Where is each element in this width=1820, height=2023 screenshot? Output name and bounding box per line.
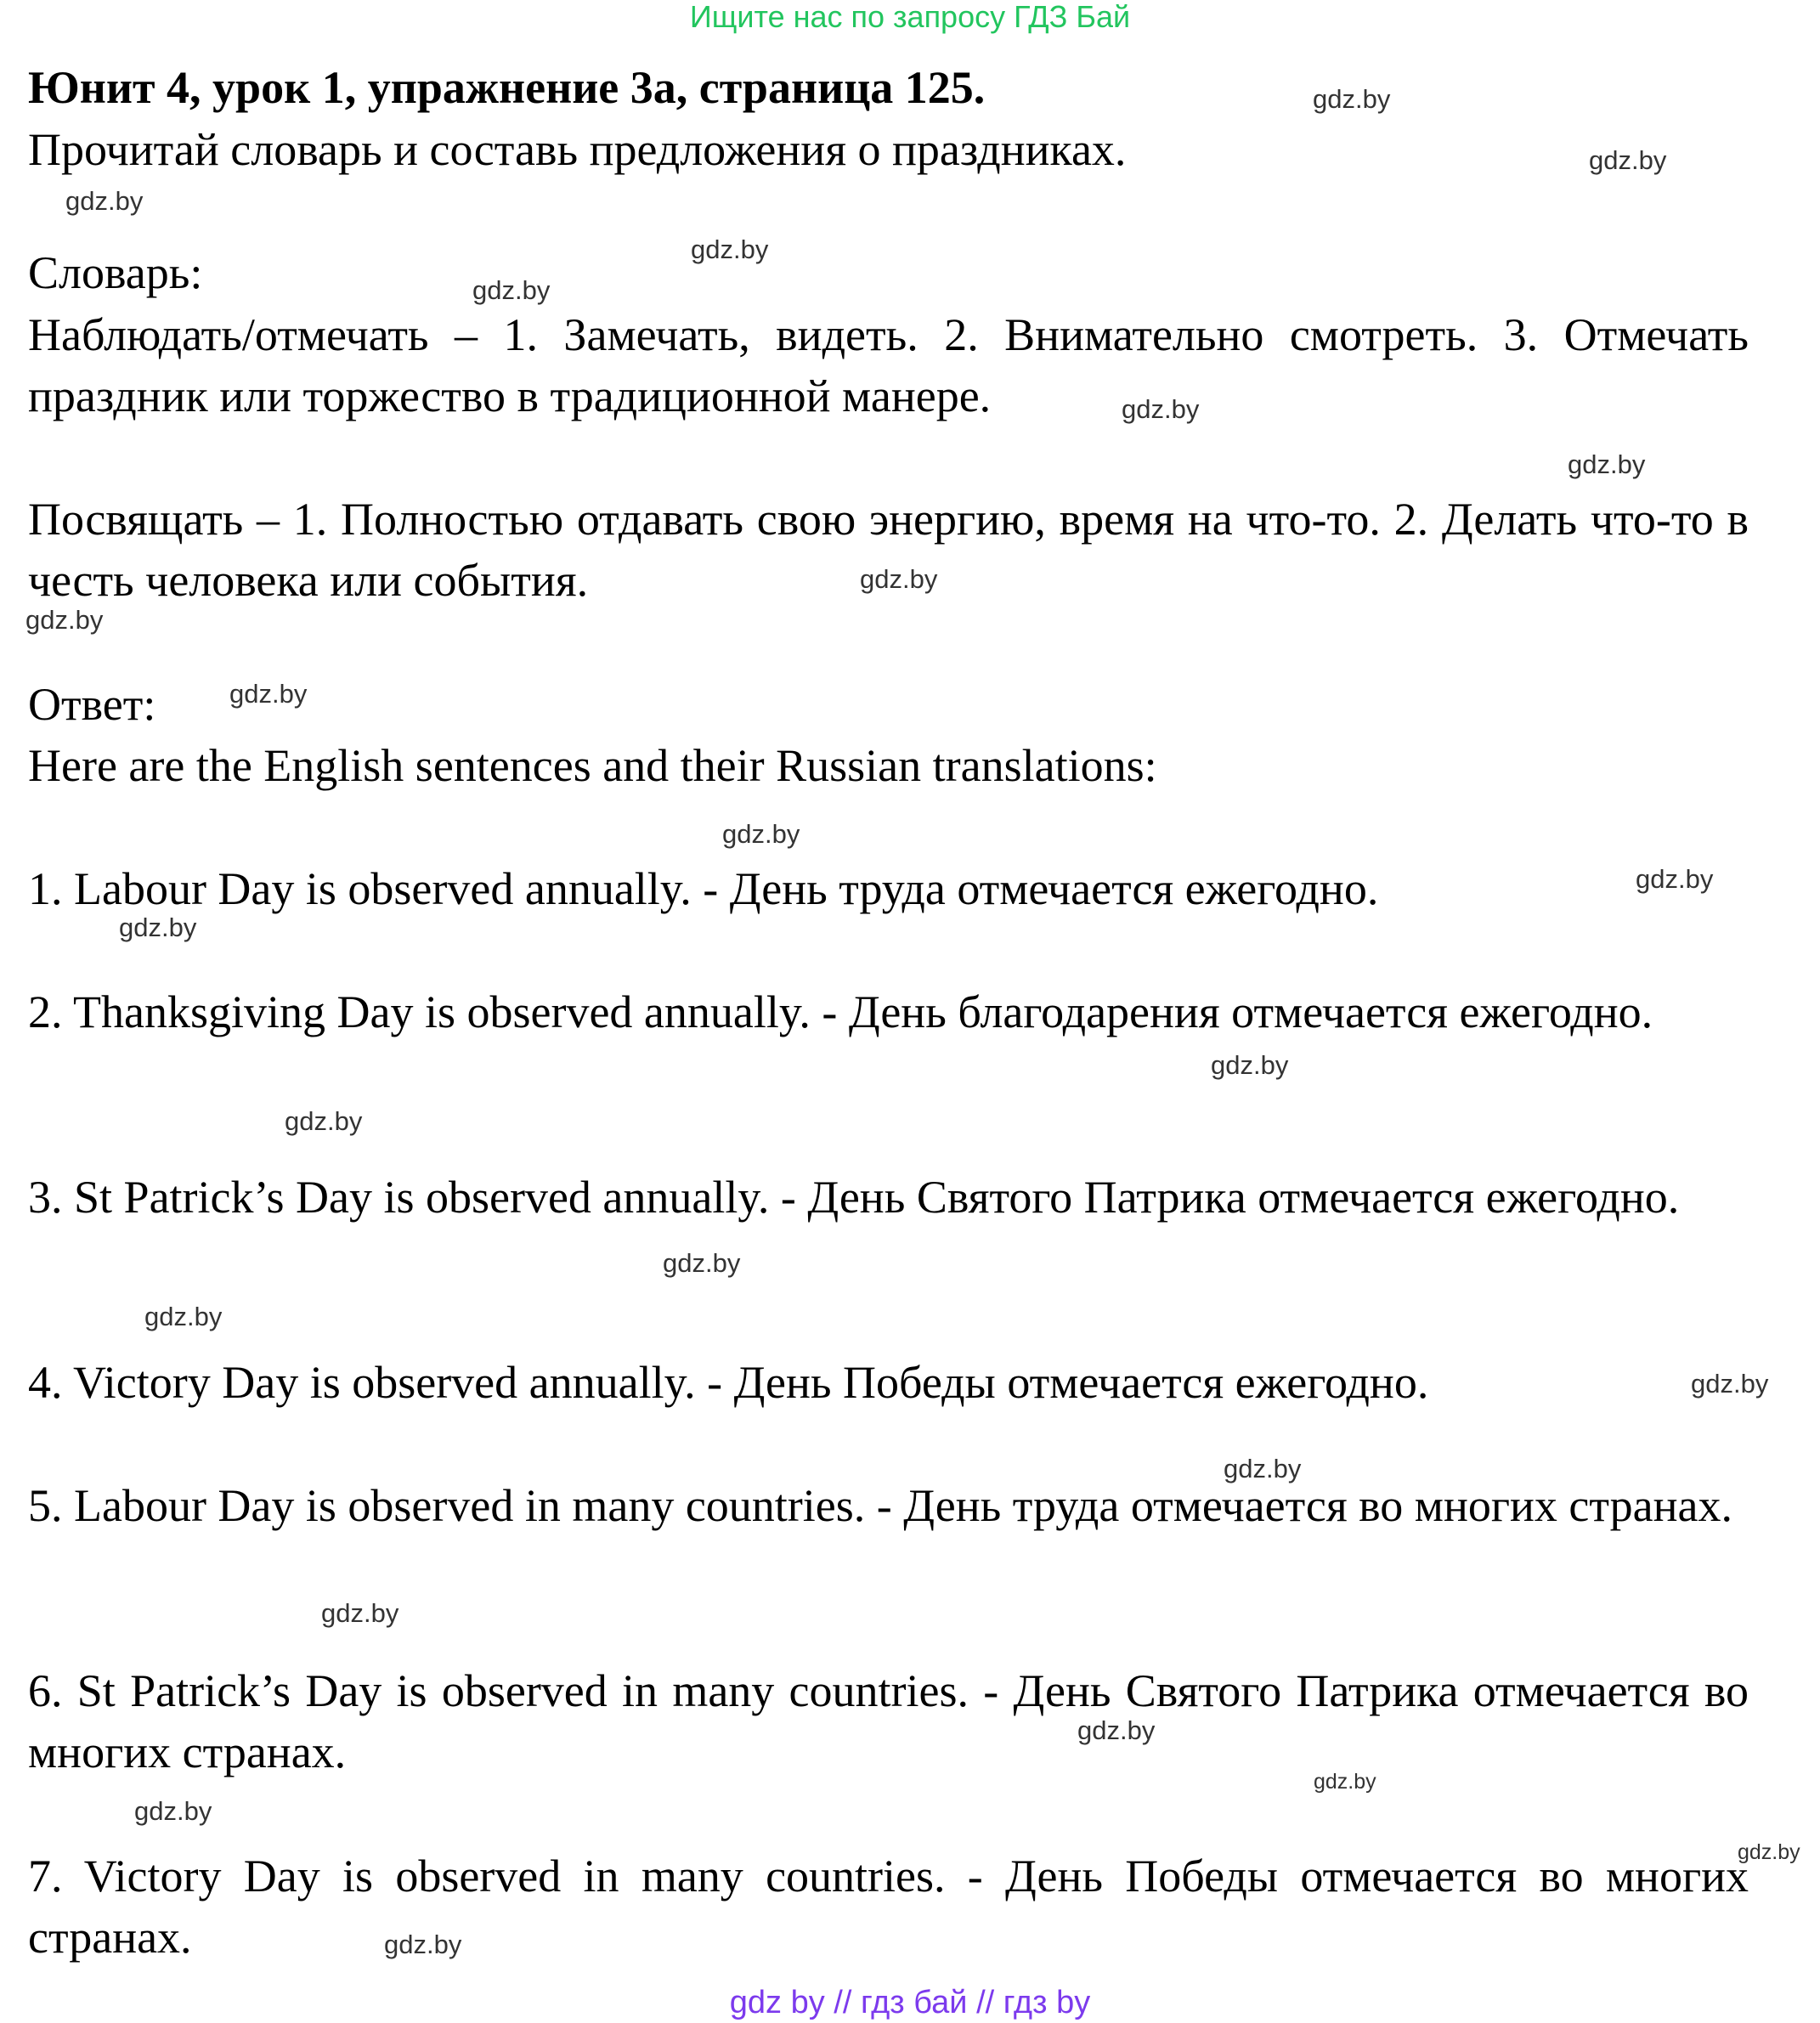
watermark: gdz.by: [663, 1248, 741, 1278]
watermark: gdz.by: [285, 1106, 363, 1136]
watermark: gdz.by: [1738, 1840, 1800, 1864]
dictionary-entry-dedicate: Посвящать – 1. Полностью отдавать свою энергию, время на что-то. 2. Делать что-то в честь человека или события.: [28, 494, 1749, 606]
watermark: gdz.by: [1314, 1770, 1376, 1794]
watermark: gdz.by: [1224, 1454, 1302, 1483]
watermark: gdz.by: [1211, 1050, 1289, 1080]
watermark: gdz.by: [691, 235, 769, 264]
watermark: gdz.by: [144, 1302, 223, 1331]
watermark: gdz.by: [119, 913, 197, 942]
watermark: gdz.by: [65, 186, 144, 216]
answer-sentence-4: 4. Victory Day is observed annually. - День Победы отмечается ежегодно.: [28, 1357, 1429, 1408]
watermark: gdz.by: [472, 275, 551, 305]
watermark: gdz.by: [321, 1598, 399, 1628]
watermark: gdz.by: [384, 1930, 462, 1959]
answer-sentence-2: 2. Thanksgiving Day is observed annually. - День благодарения отмечается ежегодно.: [28, 986, 1653, 1037]
answer-intro: Here are the English sentences and their Russian translations:: [28, 740, 1157, 791]
watermark: gdz.by: [134, 1796, 212, 1826]
search-hint-link[interactable]: Ищите нас по запросу ГДЗ Бай: [689, 0, 1131, 34]
watermark: gdz.by: [722, 819, 800, 849]
footer-links[interactable]: gdz by // гдз бай // гдз by: [729, 1985, 1091, 2020]
answer-sentence-7: 7. Victory Day is observed in many countries. - День Победы отмечается во многих странах.: [28, 1851, 1749, 1963]
watermark: gdz.by: [25, 605, 104, 635]
page-title: Юнит 4, урок 1, упражнение 3а, страница 125.: [28, 62, 986, 113]
answer-sentence-5: 5. Labour Day is observed in many countries. - День труда отмечается во многих странах.: [28, 1480, 1732, 1531]
dictionary-heading: Словарь:: [28, 247, 203, 298]
watermark: gdz.by: [860, 564, 938, 594]
watermark: gdz.by: [1589, 145, 1667, 175]
watermark: gdz.by: [1313, 84, 1391, 114]
watermark: gdz.by: [1568, 449, 1646, 479]
answer-heading: Ответ:: [28, 679, 156, 730]
watermark: gdz.by: [1122, 394, 1200, 424]
answer-sentence-6: 6. St Patrick’s Day is observed in many countries. - День Святого Патрика отмечается во многих странах.: [28, 1665, 1749, 1777]
watermark: gdz.by: [229, 679, 308, 709]
dictionary-entry-observe: Наблюдать/отмечать – 1. Замечать, видеть. 2. Внимательно смотреть. 3. Отмечать праздник или торжество в традиционной манере.: [28, 309, 1749, 421]
watermark: gdz.by: [1636, 864, 1714, 894]
watermark: gdz.by: [1077, 1715, 1156, 1745]
answer-sentence-1: 1. Labour Day is observed annually. - День труда отмечается ежегодно.: [28, 863, 1379, 914]
task-instruction: Прочитай словарь и составь предложения о праздниках.: [28, 124, 1127, 175]
answer-sentence-3: 3. St Patrick’s Day is observed annually. - День Святого Патрика отмечается ежегодно.: [28, 1172, 1680, 1223]
watermark: gdz.by: [1691, 1369, 1769, 1399]
